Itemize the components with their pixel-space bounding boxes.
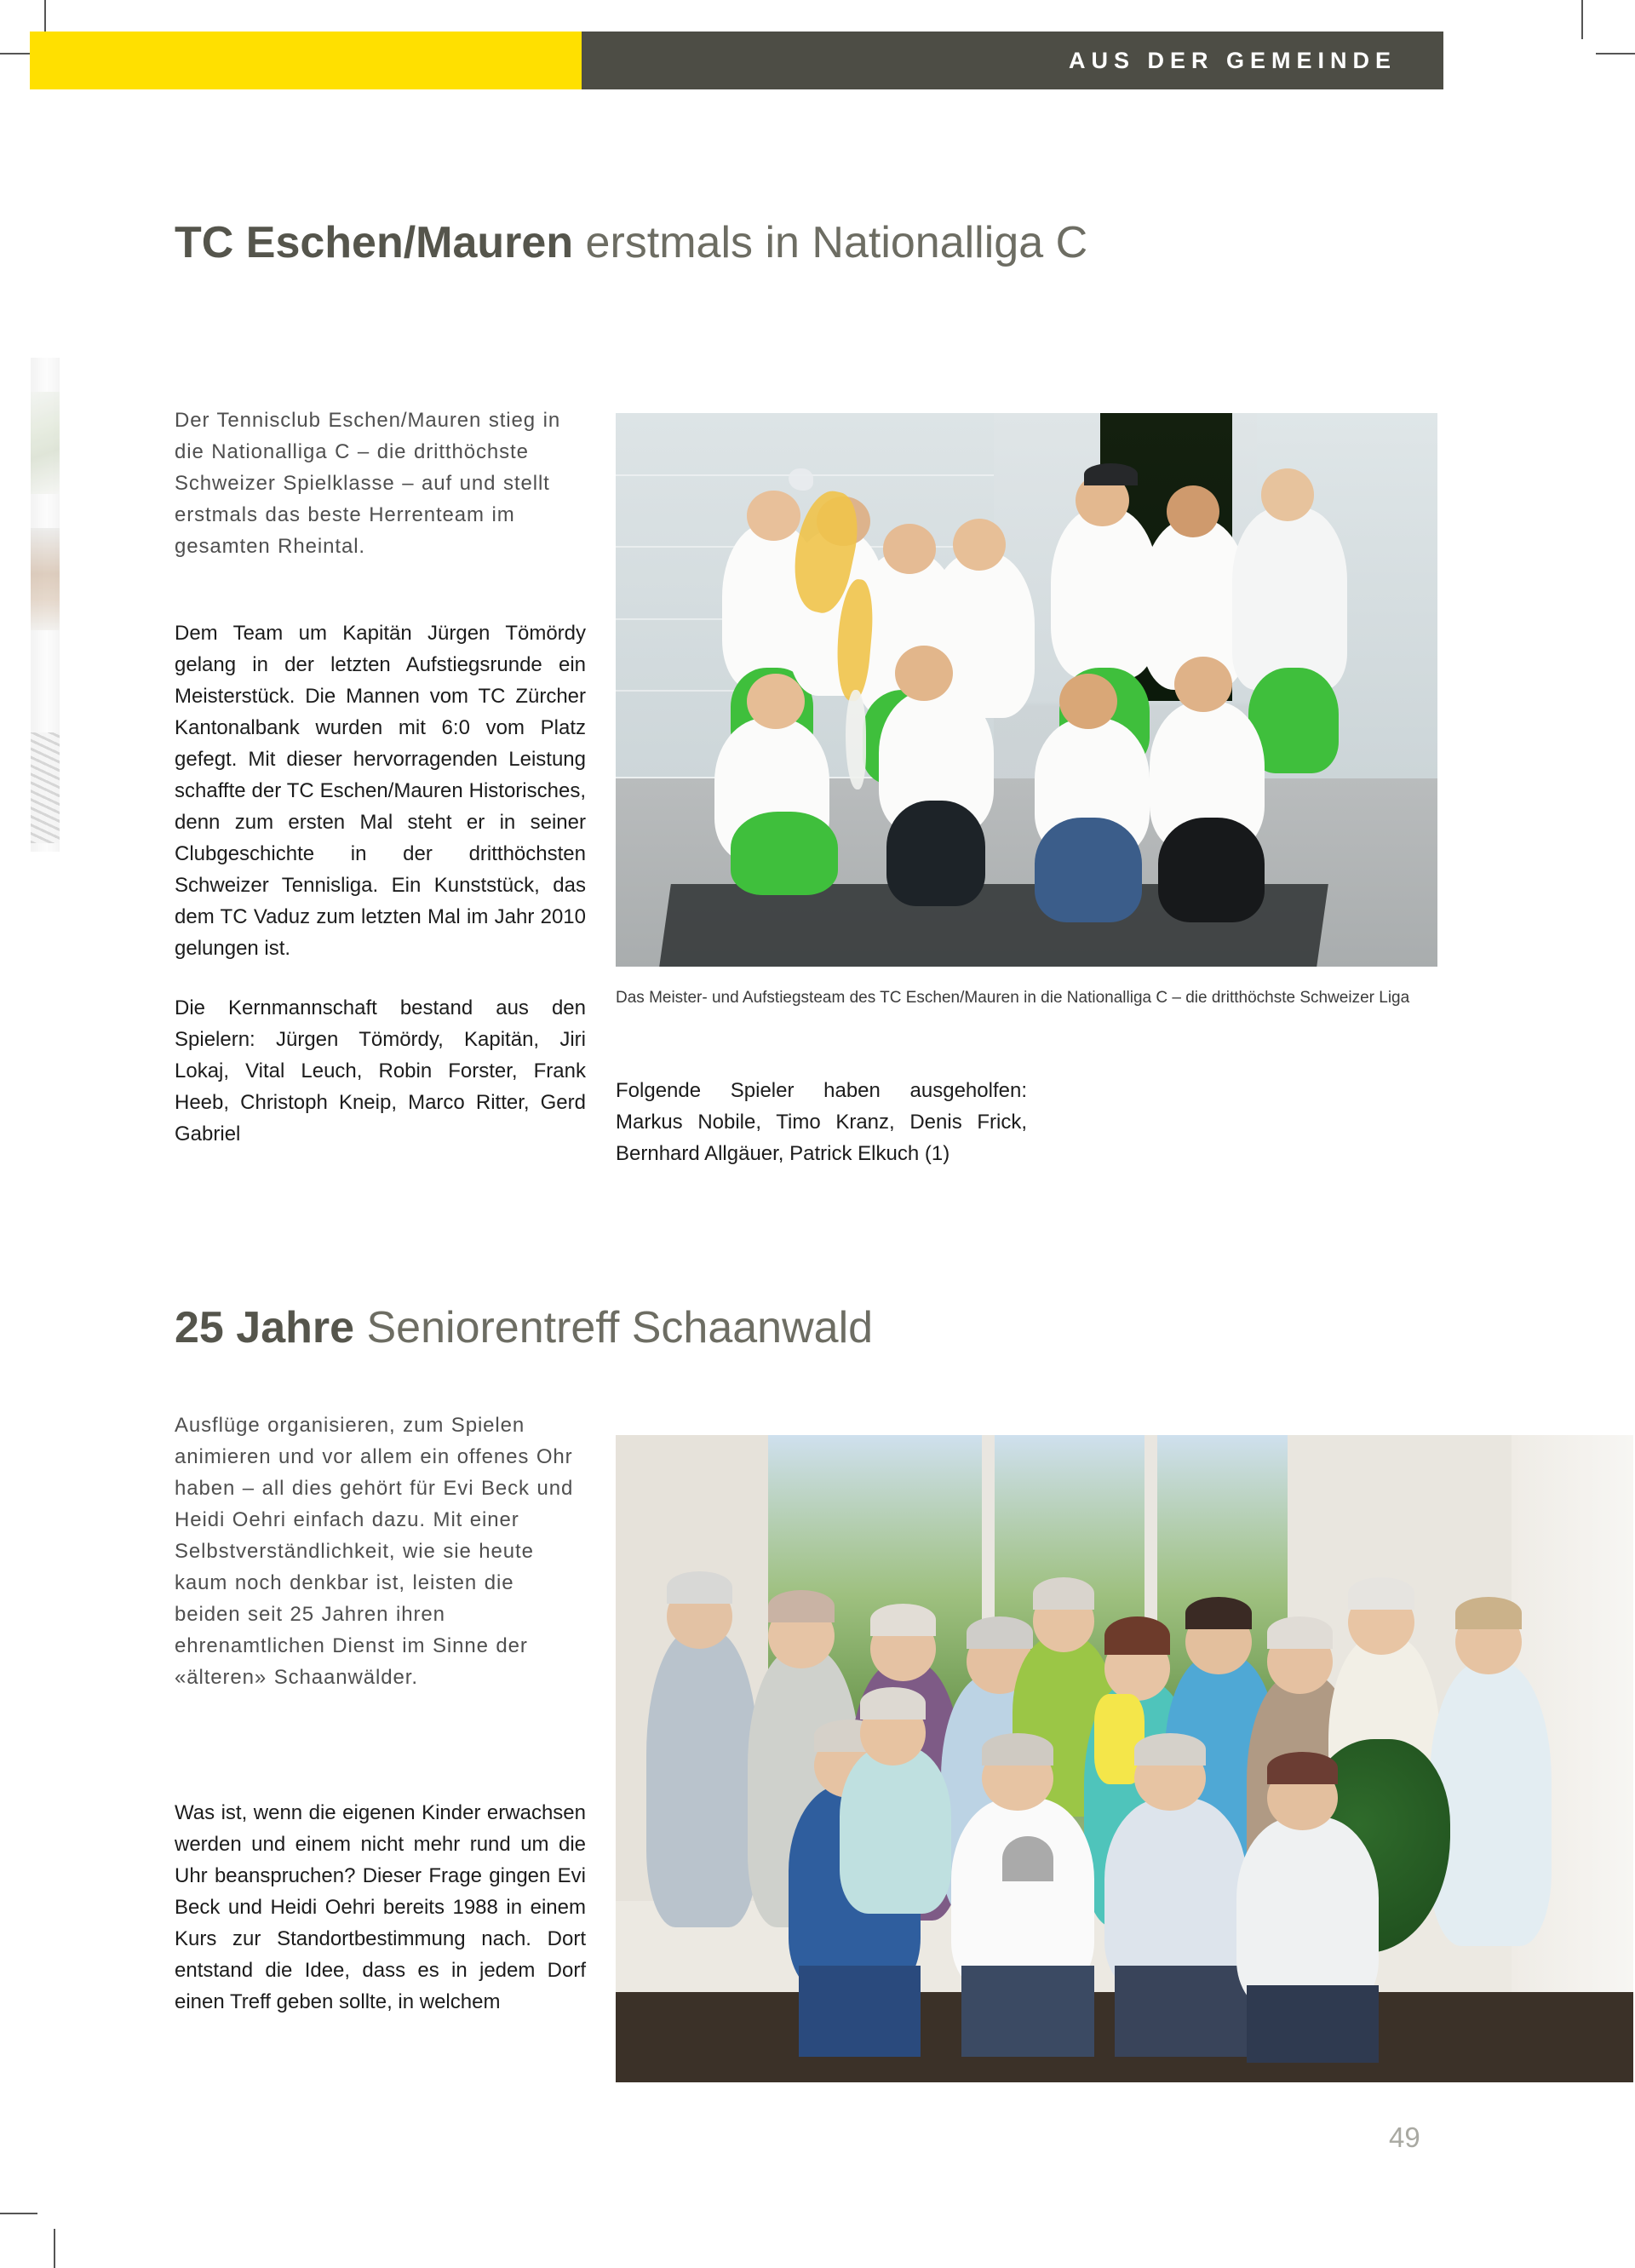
article-1-body-paragraph-1: Dem Team um Kapitän Jürgen Tömördy gelang in der letzten Aufstiegsrunde ein Meisterstück. Die Mannen vom TC Zürcher Kantonalbank wurden mit 6:0 vom Platz gefegt. Mit dieser hervorragenden Leistung schaffte der TC Eschen/Mauren Historisches, denn zum ersten Mal steht er in seiner Clubgeschichte in der dritthöchsten Schweizer Tennisliga. Ein Kunststück, das dem TC Vaduz zum letzten Mal im Jahr 2010 gelungen ist. [175, 622, 586, 960]
article-2-lead-column [175, 1410, 586, 1693]
article-1-body-paragraph-3: Folgende Spieler haben ausgeholfen: Markus Nobile, Timo Kranz, Denis Frick, Bernhard Allgäuer, Patrick Elkuch (1) [616, 1079, 1027, 1165]
section-header-band [0, 32, 1443, 89]
article-1-body-paragraph-2: Die Kernmannschaft bestand aus den Spielern: Jürgen Tömördy, Kapitän, Jiri Lokaj, Vital Leuch, Robin Forster, Frank Heeb, Christoph Kneip, Marco Ritter, Gerd Gabriel [175, 996, 586, 1145]
article-2-photo-seniors-group [616, 1435, 1633, 2082]
article-1-body-column [175, 617, 586, 1150]
article-2-headline [175, 1305, 873, 1352]
crop-mark-bottom-left-horizontal [0, 2213, 37, 2214]
article-1-lead-paragraph: Der Tennisclub Eschen/Mauren stieg in die Nationalliga C – die dritthöchste Schweizer Spielklasse – auf und stellt erstmals das beste Herrenteam im gesamten Rheintal. [175, 409, 561, 558]
article-1-photo-caption: Das Meister- und Aufstiegsteam des TC Eschen/Mauren in die Nationalliga C – die dritthöchste Schweizer Liga [616, 989, 1410, 1007]
article-2-lead-paragraph: Ausflüge organisieren, zum Spielen animieren und vor allem ein offenes Ohr haben – all dies gehört für Evi Beck und Heidi Oehri einfach dazu. Mit einer Selbstverständlichkeit, wie sie heute kaum noch denkbar ist, leisten die beiden seit 25 Jahren ihren ehrenamtlichen Dienst im Sinne der «älteren» Schaanwälder. [175, 1414, 574, 1689]
section-title: AUS DER GEMEINDE [1068, 47, 1397, 73]
crop-mark-bottom-left-vertical [54, 2229, 55, 2268]
article-1-headline [175, 220, 1087, 267]
article-1-lead-column [175, 405, 586, 562]
article-2-headline-bold: 25 Jahre [175, 1303, 355, 1352]
article-1-headline-light: erstmals in Nationalliga C [573, 218, 1088, 267]
article-2-body-paragraph-1: Was ist, wenn die eigenen Kinder erwachsen werden und einem nicht mehr rund um die Uhr beanspruchen? Dieser Frage gingen Evi Beck und Heidi Oehri bereits 1988 in einem Kurs zur Standortbestimmung nach. Dort entstand die Idee, dass es in jedem Dorf einen Treff geben sollte, in welchem [175, 1801, 586, 2013]
article-2-body-column [175, 1797, 586, 2018]
crop-mark-top-right-vertical [1581, 0, 1583, 39]
article-1-helpers-column [616, 1075, 1027, 1169]
article-1-headline-bold: TC Eschen/Mauren [175, 218, 574, 267]
header-yellow-block [30, 32, 582, 89]
article-2-headline-light: Seniorentreff Schaanwald [354, 1303, 874, 1352]
article-1-photo-team-celebration [616, 413, 1437, 967]
facing-page-bleed-sliver [31, 358, 60, 852]
crop-mark-top-right-horizontal [1596, 53, 1635, 55]
page-number: 49 [1389, 2122, 1420, 2153]
